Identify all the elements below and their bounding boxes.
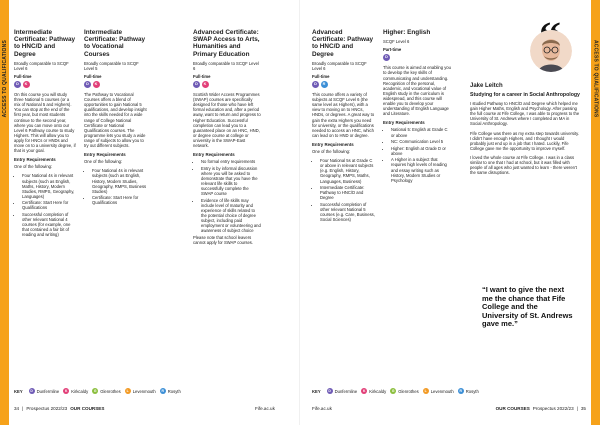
campus-key-right bbox=[312, 386, 479, 396]
list-item: • Higher: English at Grade D or above bbox=[391, 146, 451, 156]
requirements-list bbox=[14, 173, 76, 237]
course-description: On this course you will study three National 5 courses (or a mix of National 5 and Highers). You can stop at the end of the first year, but most students continue to the second year, where you can move onto our Level 6 Pathway course to study Highers. This will allow you to apply for HNCs or HNDs and move on to a university degree, if that is your goal. bbox=[14, 92, 76, 154]
key-item bbox=[327, 388, 358, 394]
campus-badge: K bbox=[23, 81, 30, 88]
campus-badges bbox=[312, 81, 376, 88]
campus-name: Dunfermline bbox=[36, 388, 60, 394]
campus-badge: K bbox=[64, 389, 68, 393]
campus-name: Glenrothes bbox=[398, 388, 419, 394]
key-item bbox=[458, 388, 479, 394]
website-link[interactable]: Fife.ac.uk bbox=[255, 405, 275, 411]
campus-badge: D bbox=[312, 81, 319, 88]
entry-lead: One of the following: bbox=[14, 164, 53, 170]
campus-badges bbox=[84, 81, 148, 88]
footer-left: 34 | Prospectus 2022/23 OUR COURSES bbox=[14, 405, 105, 411]
student-headline: Studying for a career in Social Anthropology bbox=[470, 92, 580, 99]
campus-badge: L bbox=[424, 389, 427, 393]
key-label: KEY bbox=[312, 388, 321, 394]
entry-requirements-heading: Entry Requirements bbox=[193, 152, 235, 158]
requirements-list bbox=[312, 158, 376, 222]
scqf-level: Broadly comparable to SCQF Level 6 bbox=[312, 60, 367, 71]
campus-badge: D bbox=[84, 81, 91, 88]
key-item bbox=[92, 388, 120, 394]
list-item: • Successful completion of other relevant National 4 courses (for example, one that contained a fair bit of reading and writing) bbox=[22, 212, 76, 237]
campus-badge: G bbox=[93, 389, 97, 393]
key-item bbox=[29, 388, 60, 394]
list-item: • Four National 5s at Grade C or above in relevant subjects (e.g. English, History, Geography, RMPS, Maths, Languages, Business) bbox=[320, 158, 376, 183]
list-item: • Four National 4s in relevant subjects (such as English, History, Modern Studies, Geography, RMPS, Business Studies) bbox=[92, 168, 148, 193]
section-label: OUR COURSES bbox=[70, 405, 105, 411]
campus-badges bbox=[193, 81, 261, 88]
left-side-tab bbox=[0, 0, 9, 425]
footer-right-url bbox=[312, 404, 332, 412]
course-description: This course offers a variety of subjects at SCQF Level 6 (the same level as Highers), with a view to moving on to HNCs, HNDs, or degrees. A great way to gain the extra Highers you need for university, or the qualifications needed to access an HNC, which can lead on to HND or degree. bbox=[312, 92, 375, 138]
campus-badge: D bbox=[193, 81, 200, 88]
student-portrait-icon bbox=[530, 30, 572, 72]
course-title: Advanced Certificate: Pathway to HNC/D and Degree bbox=[312, 29, 374, 58]
campus-badges bbox=[383, 54, 451, 61]
course-title: Advanced Certificate: SWAP Access to Arts, Humanities and Primary Education bbox=[193, 29, 260, 58]
campus-badge: R bbox=[459, 389, 462, 393]
entry-requirements-heading: Entry Requirements bbox=[312, 141, 354, 147]
list-item: • No formal entry requirements bbox=[201, 159, 261, 164]
list-item: • Successful completion of other relevant National 5 courses (e.g. Care, Business, Social Sciences) bbox=[320, 202, 376, 222]
entry-requirements-heading: Entry Requirements bbox=[383, 120, 425, 126]
prospectus-label: Prospectus 2022/23 bbox=[532, 405, 574, 411]
list-item: • National 5: English at Grade C or above bbox=[391, 127, 451, 137]
campus-name: Levenmouth bbox=[430, 388, 454, 394]
course-description: This course is aimed at enabling you to develop the key skills of communicating and understanding. Recognition of the personal, academic, and vocational value of English study in the curriculum is widespread, and this course will enable you to develop your understanding of English Language and Literature. bbox=[383, 65, 451, 117]
campus-key-left bbox=[14, 386, 181, 396]
student-profile bbox=[470, 84, 580, 179]
campus-badge: G bbox=[391, 389, 395, 393]
side-tab-label: ACCESS TO QUALIFICATIONS bbox=[592, 40, 599, 118]
requirements-list bbox=[84, 168, 148, 205]
course-title: Intermediate Certificate: Pathway to HNC/D and Degree bbox=[14, 29, 76, 58]
campus-badge: D bbox=[30, 389, 33, 393]
list-item: • Certificate: Start Here for Qualifications bbox=[22, 200, 76, 210]
key-item bbox=[361, 388, 386, 394]
key-label: KEY bbox=[14, 388, 23, 394]
course-column bbox=[193, 29, 261, 249]
campus-name: Kirkcaldy bbox=[71, 388, 89, 394]
right-side-tab bbox=[591, 0, 600, 425]
campus-name: Rosyth bbox=[167, 388, 181, 394]
study-mode: Full-time bbox=[312, 74, 330, 79]
course-description: Scottish Wider Access Programmes (SWAP) courses are specifically designed for those who have left formal education and, after a period away, want to return and progress to Higher Education. Successful completion can lead you to a guaranteed place on an HNC, HND, or degree course at college or university in the SWAP-East network. bbox=[193, 92, 261, 149]
scqf-level: Broadly comparable to SCQF Level 5 bbox=[84, 60, 139, 71]
side-tab-label: ACCESS TO QUALIFICATIONS bbox=[1, 40, 8, 118]
entry-lead: One of the following: bbox=[84, 159, 123, 165]
campus-badge: K bbox=[202, 81, 209, 88]
campus-badge: D bbox=[14, 81, 21, 88]
campus-badge: D bbox=[328, 389, 331, 393]
key-item bbox=[423, 388, 454, 394]
footer-left-url bbox=[255, 404, 275, 412]
scqf-level: Broadly comparable to SCQF Level 6 bbox=[14, 60, 69, 71]
list-item: • NC: Communication Level 5 bbox=[391, 139, 451, 144]
course-column bbox=[312, 29, 376, 224]
campus-name: Kirkcaldy bbox=[369, 388, 387, 394]
campus-name: Dunfermline bbox=[334, 388, 358, 394]
entry-requirements-heading: Entry Requirements bbox=[14, 157, 56, 163]
student-name: Jake Leitch bbox=[470, 83, 503, 89]
list-item: • A Higher in a subject that requires high levels of reading and essay writing such as History, Modern Studies or Psychology bbox=[391, 157, 451, 182]
scqf-level: Broadly comparable to SCQF Level 6 bbox=[193, 60, 259, 71]
avatar bbox=[530, 30, 572, 72]
course-column bbox=[383, 29, 451, 184]
list-item: • Four National 4s in relevant subjects (such as English, Maths, History, Modern Studies, RMPS, Geography, Languages) bbox=[22, 173, 76, 198]
footer-right: OUR COURSES Prospectus 2022/23 | 35 bbox=[495, 405, 586, 411]
course-description: The Pathway to Vocational Courses offers a blend of opportunities to gain National 5 qualifications, and develop insight into the skills needed for a wide range of College National Certificate or National Qualifications courses. The programme lets you study a wide range of subjects to allow you to try out different subjects. bbox=[84, 92, 147, 149]
campus-badge: R bbox=[161, 389, 164, 393]
profile-paragraph: I loved the whole course at Fife College. I was in a class similar to one that I had at school, but it was filled with people of all ages who just wanted to learn - there weren't the same disruptions. bbox=[470, 154, 577, 176]
campus-name: Rosyth bbox=[465, 388, 479, 394]
study-mode: Full-time bbox=[84, 74, 102, 79]
website-link[interactable]: Fife.ac.uk bbox=[312, 405, 332, 411]
study-mode: Full-time bbox=[14, 74, 32, 79]
course-title: Intermediate Certificate: Pathway to Vocational Courses bbox=[84, 29, 146, 58]
campus-badge: K bbox=[362, 389, 366, 393]
pull-quote: “I want to give the next me the chance that Fife College and the University of St. Andrews gave me.” bbox=[482, 285, 573, 329]
requirements-list bbox=[383, 127, 451, 182]
course-column bbox=[14, 29, 76, 239]
campus-name: Levenmouth bbox=[132, 388, 156, 394]
course-note: Please note that school leavers cannot apply for SWAP courses. bbox=[193, 235, 254, 246]
key-item bbox=[63, 388, 88, 394]
campus-badge: R bbox=[321, 81, 328, 88]
study-mode: Full-time bbox=[193, 74, 211, 79]
list-item: • Evidence of life skills may include level of maturity and experience of skills related to the potential choice of degree subject, including paid employment or volunteering and awareness of subject choice bbox=[201, 198, 261, 234]
page-gutter bbox=[299, 0, 300, 425]
scqf-level: SCQF Level 6 bbox=[383, 39, 410, 45]
course-column bbox=[84, 29, 148, 207]
entry-requirements-heading: Entry Requirements bbox=[84, 152, 126, 158]
campus-badge: D bbox=[383, 54, 390, 61]
profile-paragraph: I studied Pathway to HNC/D and Degree which helped me gain Higher Maths, English and Psychology. After passing the full course at Fife College, I was able to progress to the University of St. Andrews where I completed an MA in Social Anthropology. bbox=[470, 101, 580, 127]
campus-badge: K bbox=[93, 81, 100, 88]
section-label: OUR COURSES bbox=[495, 405, 530, 411]
study-mode: Part-time bbox=[383, 47, 402, 53]
list-item: • Intermediate Certificate: Pathway to HNC/D and Degree bbox=[320, 185, 376, 200]
prospectus-label: Prospectus 2022/23 bbox=[26, 405, 68, 411]
campus-badge: L bbox=[126, 389, 129, 393]
list-item: • Entry is by informal discussion where you will be asked to demonstrate that you have the relevant life skills to successfully complete the SWAP course bbox=[201, 166, 261, 197]
key-item bbox=[390, 388, 418, 394]
course-title: Higher: English bbox=[383, 29, 431, 36]
campus-name: Glenrothes bbox=[100, 388, 121, 394]
campus-badges bbox=[14, 81, 76, 88]
key-item bbox=[125, 388, 156, 394]
page-number: 35 bbox=[580, 405, 586, 411]
entry-lead: One of the following: bbox=[312, 149, 351, 155]
requirements-list bbox=[193, 159, 261, 233]
list-item: • Certificate: Start Here for Qualifications bbox=[92, 195, 148, 205]
page-number: 34 bbox=[14, 405, 20, 411]
profile-paragraph: Fife College was there as my extra step towards university. I didn't have enough Highers, and I thought I would probably just end up in a job that I hated. Luckily, Fife College gave me the opportunity to improve myself. bbox=[470, 130, 580, 151]
key-item bbox=[160, 388, 181, 394]
